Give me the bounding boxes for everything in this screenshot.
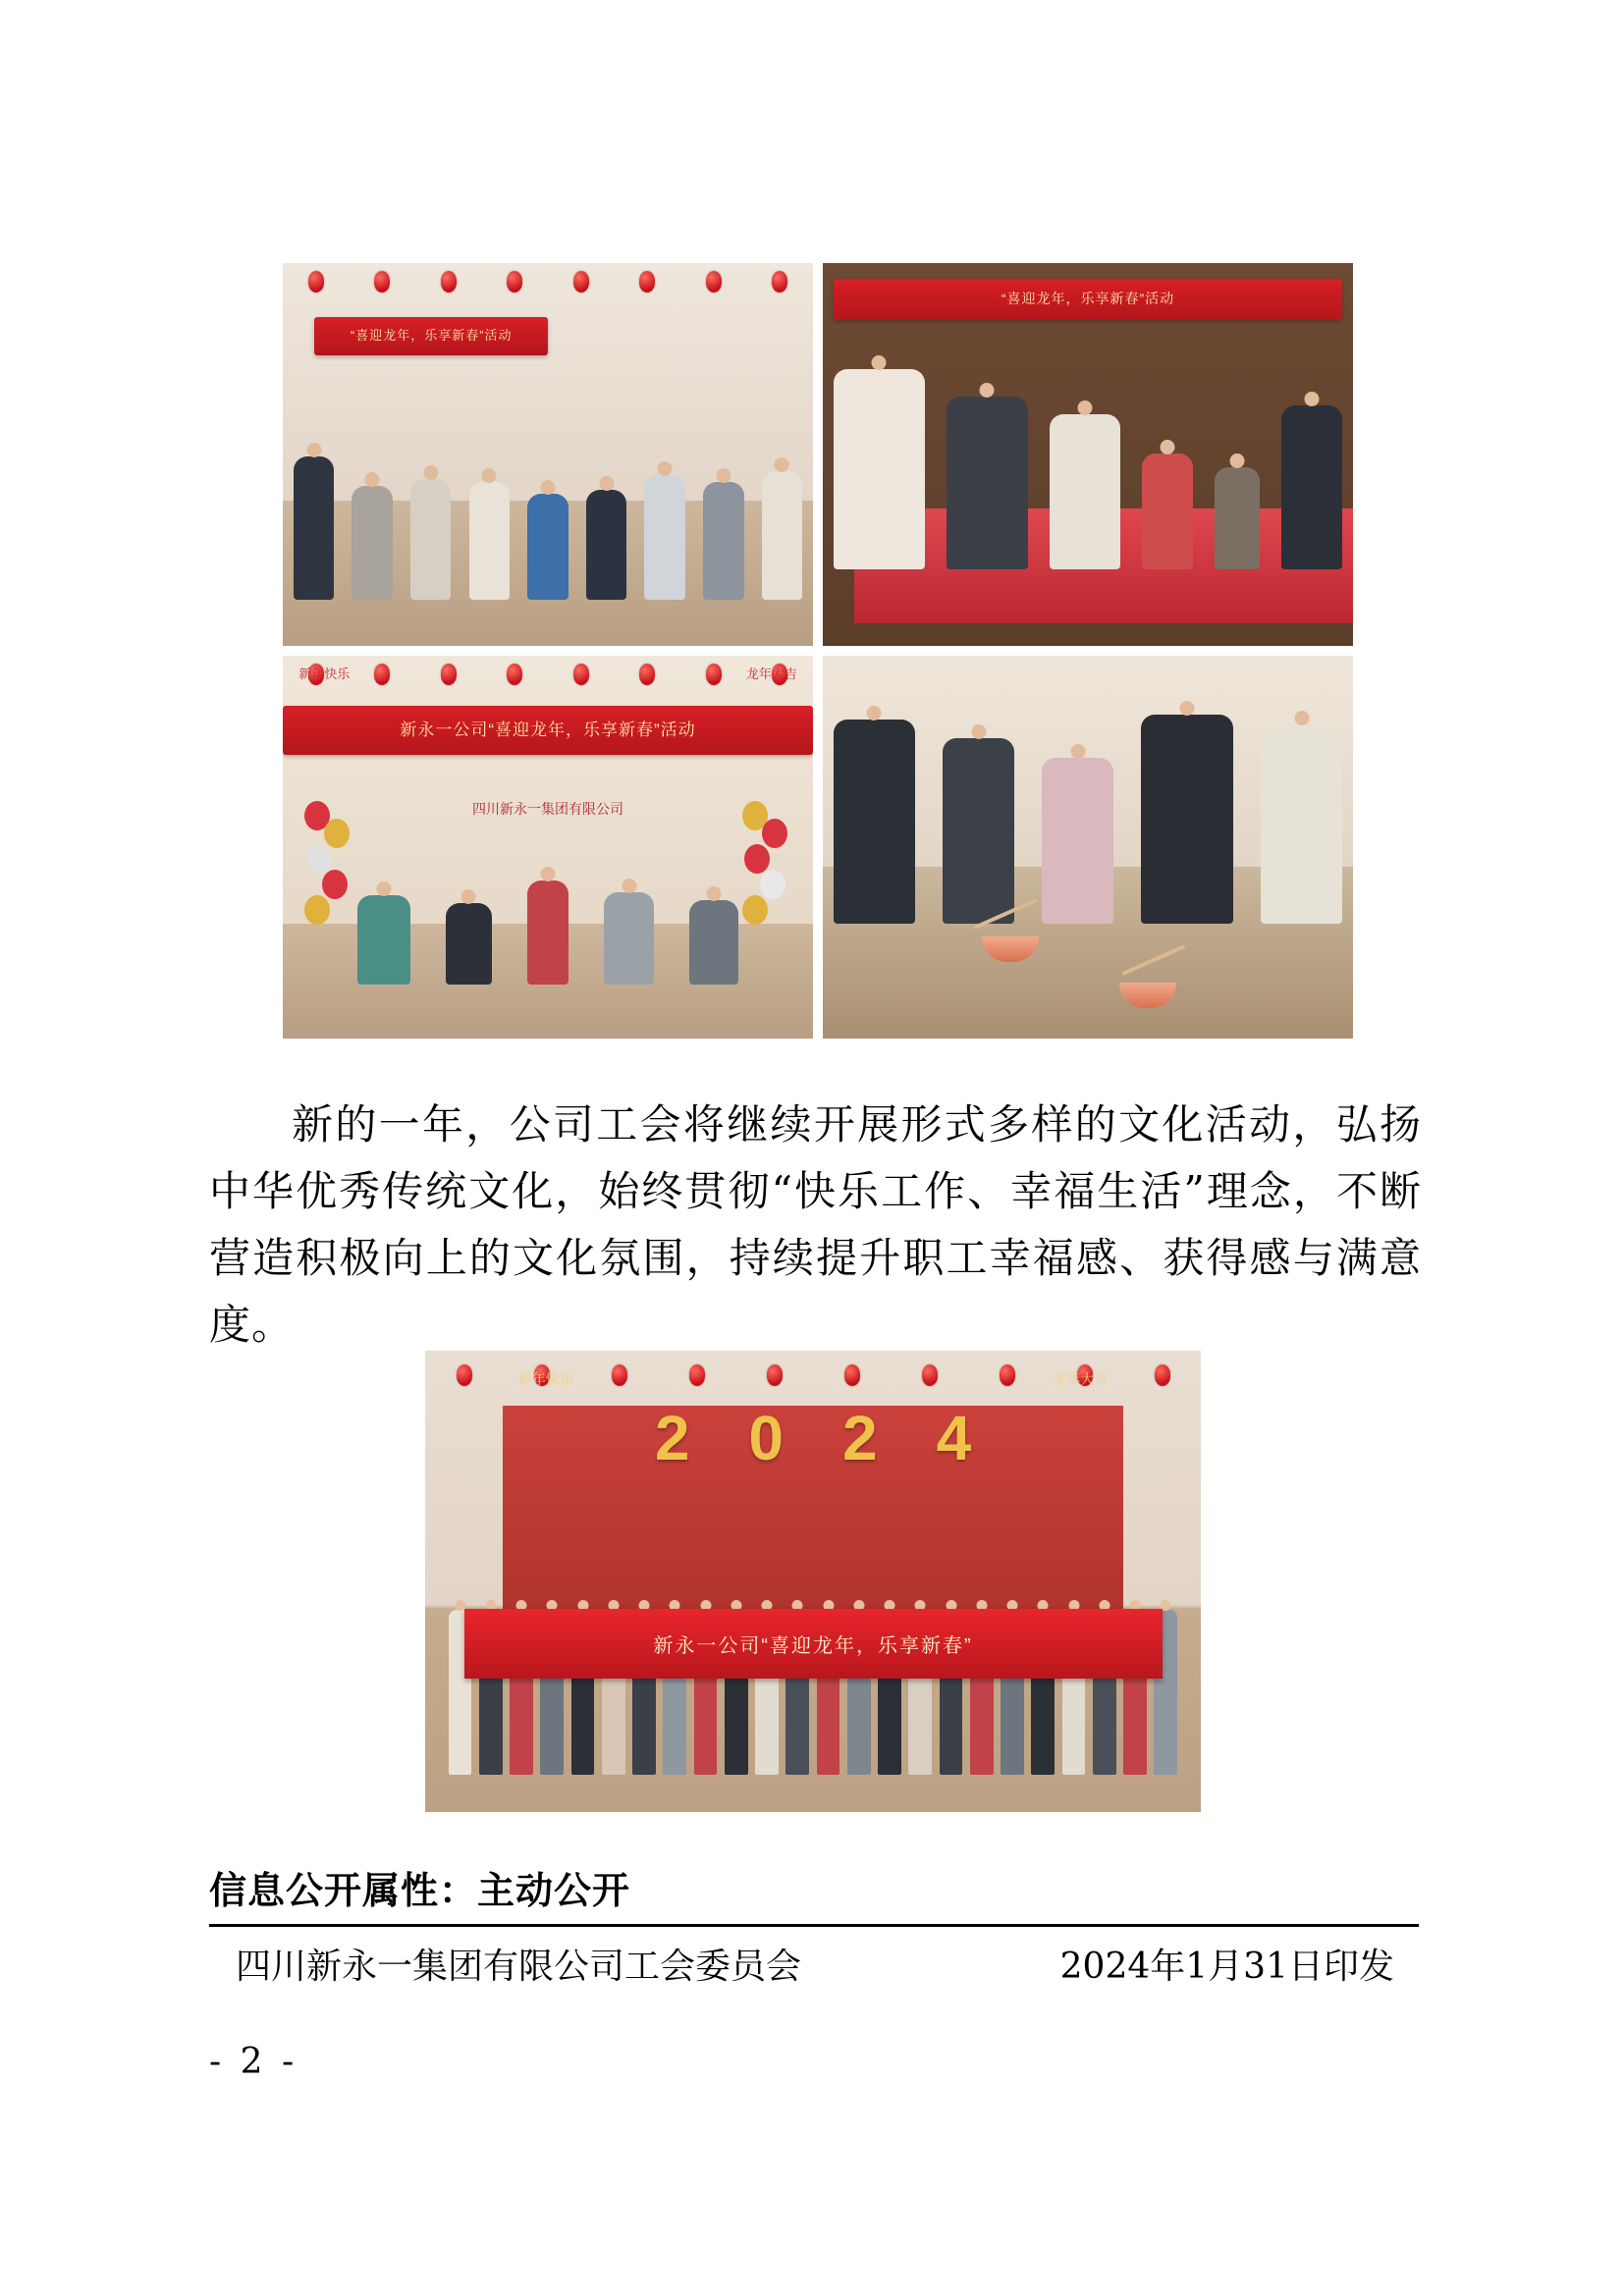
balloon [760, 870, 785, 899]
page-number: - 2 - [209, 2042, 298, 2082]
lantern-decoration [283, 664, 813, 694]
photo-banner-text: “喜迎龙年，乐享新春”活动 [314, 317, 548, 355]
lantern-icon [767, 1364, 783, 1386]
person [1141, 715, 1232, 924]
person [834, 369, 925, 569]
person [1050, 414, 1121, 569]
person [703, 482, 743, 600]
lantern-icon [573, 664, 589, 685]
person [834, 720, 915, 924]
corner-text-left: 新年快乐 [517, 1370, 573, 1387]
lantern-icon [1000, 1364, 1015, 1386]
lantern-icon [1155, 1364, 1170, 1386]
balloon [306, 844, 332, 874]
lantern-icon [507, 271, 522, 293]
lantern-icon [639, 664, 655, 685]
person [294, 456, 334, 600]
balloon [744, 844, 770, 874]
lantern-icon [706, 271, 722, 293]
lantern-icon [374, 664, 390, 685]
corner-text-left: 新年快乐 [298, 666, 351, 681]
person [947, 397, 1028, 569]
lantern-icon [441, 271, 457, 293]
photo-grid [283, 263, 1353, 1039]
person [357, 895, 410, 986]
people-group [834, 686, 1342, 924]
lantern-icon [507, 664, 522, 685]
lantern-icon [772, 271, 787, 293]
lantern-decoration [283, 271, 813, 301]
photo-banner-text: 新永一公司“喜迎龙年，乐享新春”活动 [283, 706, 813, 756]
year-digit: 4 [936, 1402, 972, 1473]
person [1142, 454, 1193, 569]
year-digit: 0 [748, 1402, 784, 1473]
footer-issuer: 四川新永一集团有限公司工会委员会 [236, 1947, 802, 1987]
year-digit: 2 [842, 1402, 878, 1473]
photo-scene [823, 263, 1353, 646]
balloon-column-left [304, 801, 353, 977]
photo-chopsticks-game [823, 656, 1353, 1039]
person [586, 490, 626, 600]
people-group [357, 839, 739, 985]
person [1281, 405, 1342, 569]
lantern-icon [457, 1364, 472, 1386]
person [410, 479, 451, 601]
people-group [294, 416, 802, 600]
footer-date: 2024年1月31日印发 [1059, 1947, 1394, 1987]
corner-text-right: 龙年大吉 [745, 666, 797, 681]
balloon [304, 895, 330, 925]
person [1215, 467, 1261, 569]
lantern-icon [689, 1364, 705, 1386]
photo-activity-games [283, 263, 813, 646]
person [1042, 758, 1113, 924]
person [943, 738, 1014, 924]
group-photo-banner: 新永一公司“喜迎龙年，乐享新春” [464, 1609, 1163, 1679]
person [446, 903, 492, 985]
balloon [762, 819, 787, 848]
corner-text-right: 龙年大吉 [1053, 1370, 1109, 1387]
disclosure-attribute: 信息公开属性：主动公开 [209, 1868, 631, 1912]
photo-group-2024 [425, 1351, 1201, 1812]
footer-divider [209, 1924, 1419, 1927]
balloon-year-digits [425, 1402, 1201, 1474]
person [1261, 724, 1342, 924]
person [527, 494, 568, 601]
photo-banner-text: “喜迎龙年，乐享新春”活动 [834, 279, 1342, 321]
people-group [834, 347, 1342, 569]
body-paragraph: 新的一年，公司工会将继续开展形式多样的文化活动，弘扬中华优秀传统文化，始终贯彻“快乐工作、幸福生活”理念，不断营造积极向上的文化氛围，持续提升职工幸福感、获得感与满意度。 [209, 1100, 1422, 1350]
person [689, 900, 739, 985]
footer-row [236, 1939, 1394, 1989]
lantern-icon [706, 664, 722, 685]
person [644, 475, 684, 600]
photo-scene [283, 656, 813, 1039]
balloon [324, 819, 350, 848]
balloon [742, 895, 768, 925]
lantern-icon [441, 664, 457, 685]
lantern-icon [922, 1364, 938, 1386]
lantern-icon [374, 271, 390, 293]
lantern-icon [844, 1364, 860, 1386]
balloon-column-right [742, 801, 791, 977]
person [469, 482, 510, 600]
person [762, 471, 802, 600]
photo-scene [283, 263, 813, 646]
lantern-icon [308, 271, 324, 293]
year-digit: 2 [654, 1402, 690, 1473]
lantern-icon [573, 271, 589, 293]
photo-stage-games [283, 656, 813, 1039]
person [604, 892, 654, 986]
lantern-icon [612, 1364, 627, 1386]
balloon [322, 870, 348, 899]
photo-scene [823, 656, 1353, 1039]
backdrop-company-name: 四川新永一集团有限公司 [472, 800, 623, 817]
photo-calligraphy [823, 263, 1353, 646]
person [352, 486, 392, 600]
lantern-icon [639, 271, 655, 293]
person [527, 881, 569, 986]
